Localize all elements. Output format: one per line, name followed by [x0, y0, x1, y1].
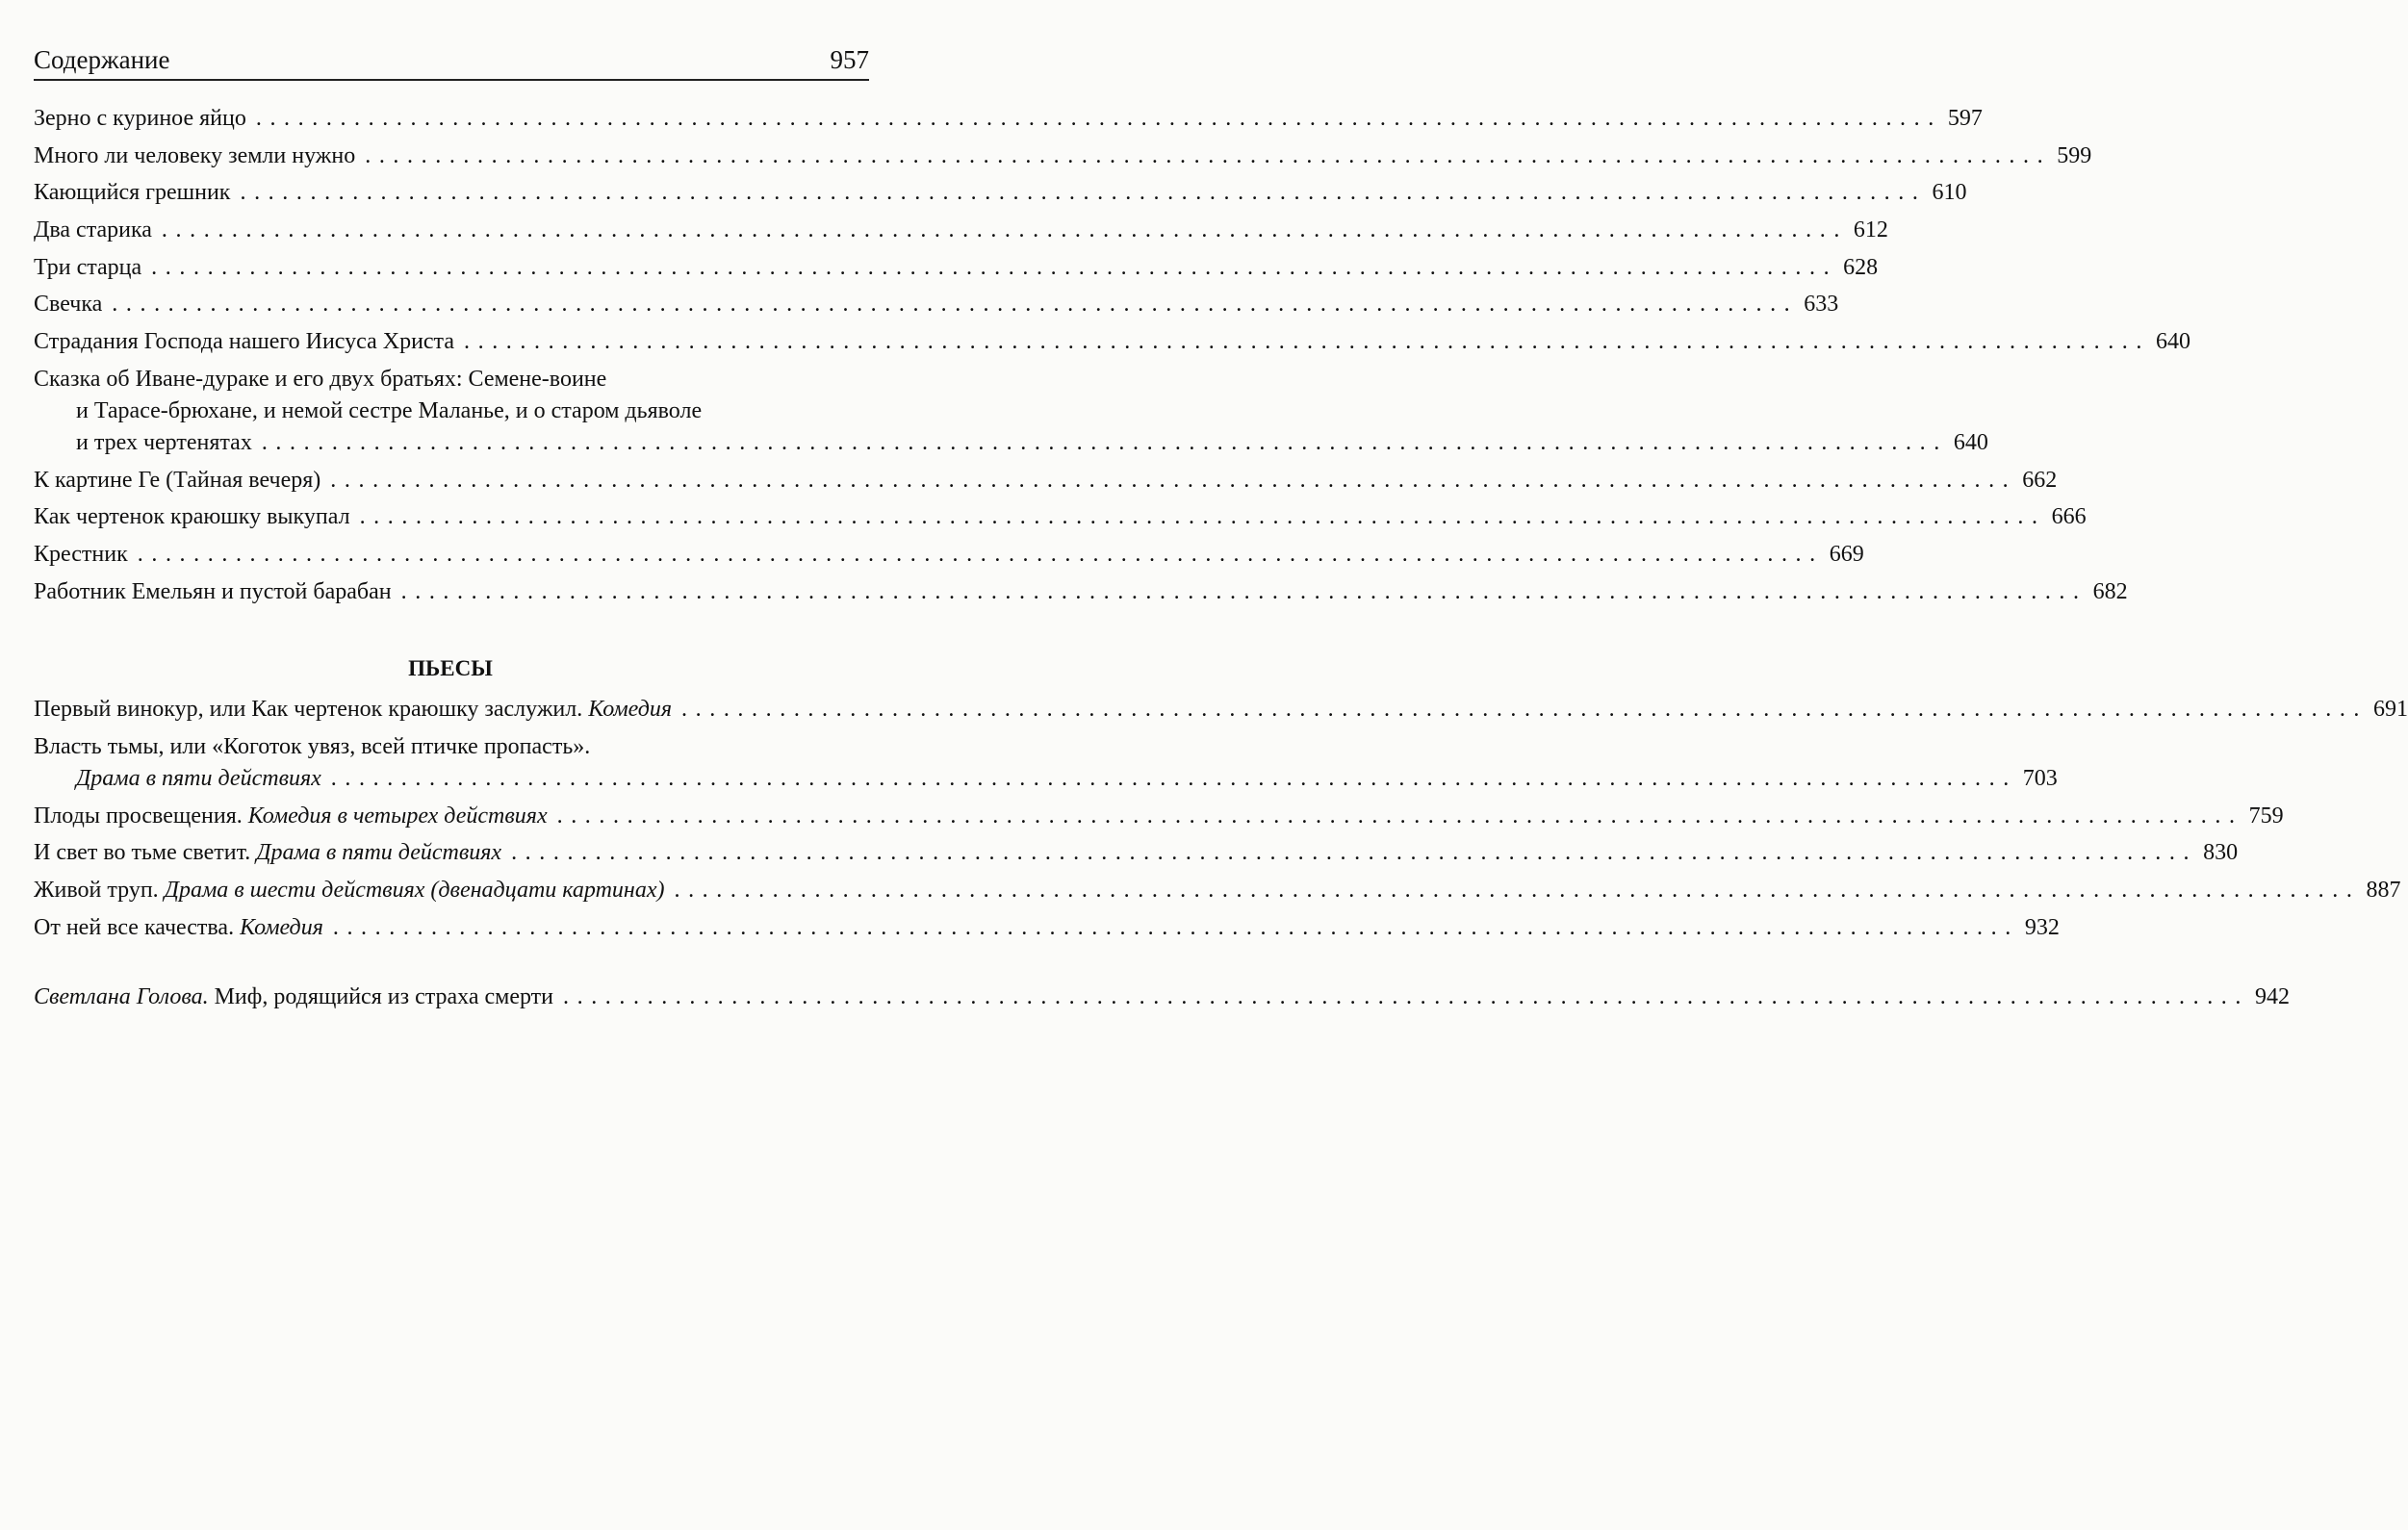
entry-title: От ней все качества. — [34, 914, 235, 940]
dot-leader: ........................................................................................................................ — [359, 504, 2046, 530]
entry-title: Зерно с куриное яйцо — [34, 106, 246, 131]
dot-leader: ........................................................................................................................ — [400, 578, 2088, 604]
dot-leader: ........................................................................................................................ — [681, 697, 2369, 723]
toc-entry[interactable] — [34, 914, 2060, 953]
entry-page-number: 830 — [2203, 840, 2239, 866]
dot-leader: ........................................................................................................................ — [556, 803, 2243, 829]
toc-entry[interactable] — [34, 878, 2401, 915]
entry-title: Власть тьмы, или «Коготок увяз, всей птичке пропасть». — [34, 733, 591, 759]
entry-page-number: 640 — [2156, 329, 2190, 355]
entry-genre: Драма в пяти действиях — [76, 765, 321, 791]
running-header — [34, 38, 869, 81]
entry-genre: Комедия — [588, 697, 673, 723]
entry-title: Работник Емельян и пустой барабан — [34, 578, 392, 604]
entry-title: Два старика — [34, 217, 152, 243]
entry-page-number: 932 — [2024, 914, 2060, 940]
toc-entry[interactable] — [34, 254, 1879, 293]
entry-title-line: и трех чертенятах — [76, 429, 252, 455]
entry-page-number: 599 — [2057, 142, 2092, 168]
entry-page-number: 628 — [1843, 254, 1879, 280]
entry-title: Живой труп. — [34, 878, 159, 903]
toc-entry[interactable] — [34, 504, 2087, 542]
dot-leader: ........................................................................................................................ — [151, 254, 1838, 280]
entry-page-number: 666 — [2051, 504, 2087, 530]
entry-title: Миф, родящийся из страха смерти — [214, 984, 553, 1010]
entry-title: Кающийся грешник — [34, 180, 231, 206]
toc-entry[interactable] — [34, 329, 2190, 367]
entry-genre: Комедия — [240, 914, 323, 940]
entry-title: К картине Ге (Тайная вечеря) — [34, 467, 321, 493]
dot-leader: ........................................................................................................................ — [332, 914, 2019, 940]
entry-page-number: 640 — [1953, 429, 1988, 455]
entry-page-number: 662 — [2022, 467, 2058, 493]
dot-leader: ........................................................................................................................ — [261, 429, 1948, 455]
dot-leader: ........................................................................................................................ — [464, 329, 2150, 355]
entry-page-number: 633 — [1804, 292, 1839, 318]
toc-entry[interactable] — [34, 292, 1839, 329]
entry-page-number: 691 — [2373, 697, 2408, 723]
dot-leader: ........................................................................................................................ — [112, 292, 1799, 318]
entry-title: Первый винокур, или Как чертенок краюшку заслужил. — [34, 697, 583, 723]
toc-entry-afterword[interactable] — [34, 984, 2290, 1022]
dot-leader: ........................................................................................................................ — [255, 106, 1942, 131]
entry-genre: Драма в пяти действиях — [256, 840, 502, 866]
section-heading: ПЬЕСЫ — [408, 656, 493, 681]
toc-entry[interactable] — [34, 106, 1983, 143]
entry-page-number: 887 — [2366, 878, 2401, 903]
toc-entry[interactable] — [34, 180, 1967, 217]
entry-title: Страдания Господа нашего Иисуса Христа — [34, 329, 454, 355]
afterword-author: Светлана Голова. — [34, 984, 209, 1010]
toc-entry[interactable] — [34, 217, 1888, 255]
toc-entry[interactable] — [34, 803, 2284, 841]
entry-genre: Комедия в четырех действиях — [247, 803, 548, 829]
entry-title: Плоды просвещения. — [34, 803, 243, 829]
dot-leader: ........................................................................................................................ — [365, 142, 2052, 168]
entry-title-line: и Тарасе-брюхане, и немой сестре Маланье, и о старом дьяволе — [76, 397, 703, 423]
entry-title: И свет во тьме светит. — [34, 840, 251, 866]
toc-entry-skazka[interactable] — [34, 366, 1988, 468]
dot-leader: ........................................................................................................................ — [240, 180, 1927, 206]
entry-title: Много ли человеку земли нужно — [34, 142, 356, 168]
toc-entry[interactable] — [34, 541, 1864, 579]
header-page-number: 957 — [830, 45, 869, 74]
entry-page-number: 759 — [2248, 803, 2284, 829]
entry-page-number: 597 — [1947, 106, 1983, 131]
toc-entry[interactable] — [34, 142, 2092, 181]
entry-title: Свечка — [34, 292, 103, 318]
entry-page-number: 942 — [2255, 984, 2290, 1010]
entry-title-line: Сказка об Иване-дураке и его двух братьях: Семене-воине — [34, 366, 607, 392]
dot-leader: ........................................................................................................................ — [137, 541, 1824, 567]
dot-leader: ........................................................................................................................ — [330, 765, 2017, 791]
toc-entry[interactable] — [34, 467, 2058, 505]
entry-page-number: 703 — [2022, 765, 2058, 791]
dot-leader: ........................................................................................................................ — [511, 840, 2198, 866]
toc-entry[interactable] — [34, 578, 2128, 617]
entry-page-number: 612 — [1853, 217, 1888, 243]
header-title: Содержание — [34, 45, 170, 74]
dot-leader: ........................................................................................................................ — [161, 217, 1848, 243]
entry-genre: Драма в шести действиях (двенадцати картинах) — [164, 878, 665, 903]
entry-title: Как чертенок краюшку выкупал — [34, 504, 350, 530]
toc-entry[interactable] — [34, 697, 2408, 734]
entry-title: Крестник — [34, 541, 128, 567]
entry-page-number: 610 — [1932, 180, 1967, 206]
table-of-contents — [34, 106, 2408, 1022]
entry-page-number: 682 — [2092, 578, 2128, 604]
entry-page-number: 669 — [1829, 541, 1864, 567]
toc-entry[interactable] — [34, 840, 2239, 878]
entry-title: Три старца — [34, 254, 142, 280]
dot-leader: ........................................................................................................................ — [330, 467, 2017, 493]
toc-entry[interactable] — [34, 733, 2058, 803]
dot-leader: ........................................................................................................................ — [674, 878, 2361, 903]
dot-leader: ........................................................................................................................ — [563, 984, 2249, 1010]
